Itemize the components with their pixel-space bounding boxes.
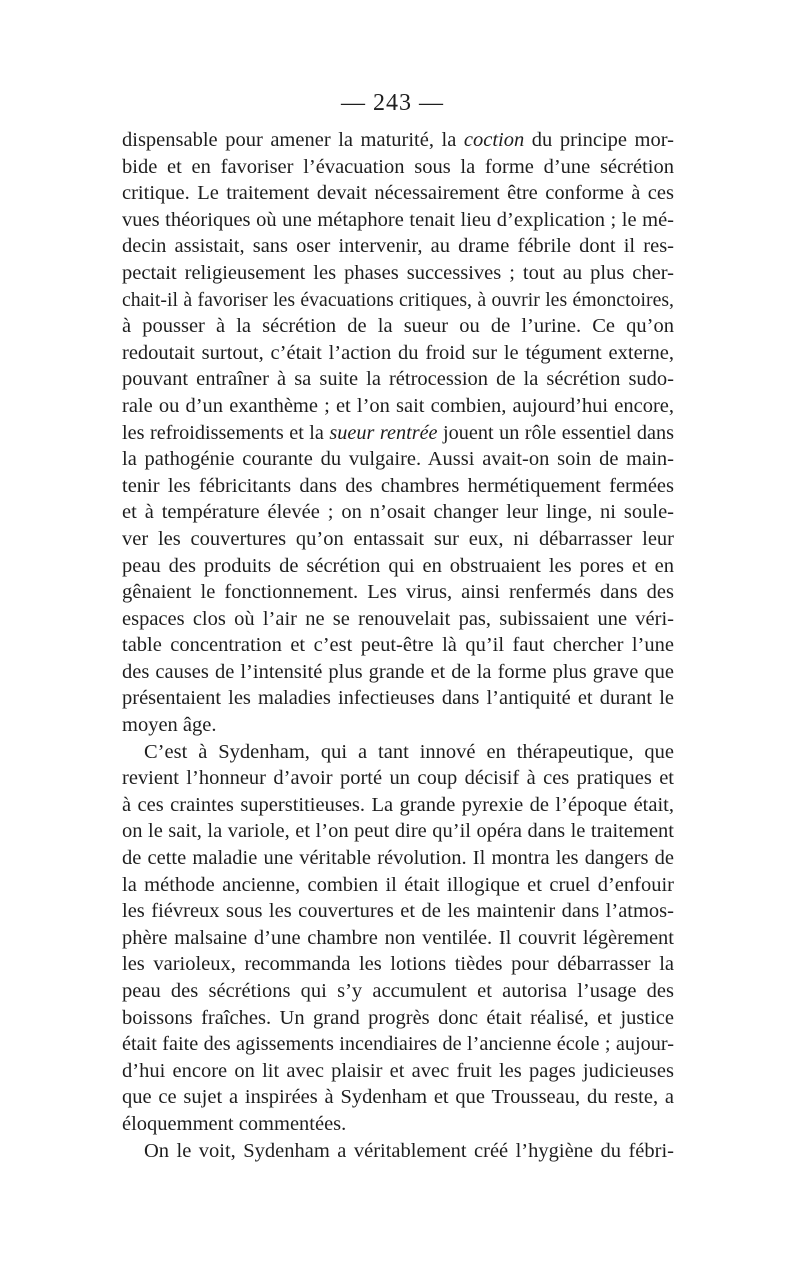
text-line [122,898,674,925]
text-segment: les fiévreux sous les couvertures et de les maintenir dans l’atmos- [122,900,674,923]
text-line [122,154,674,181]
text-line [122,499,674,526]
text-segment: les varioleux, recommanda les lotions tièdes pour débarrasser la [122,953,674,976]
text-line [122,260,674,287]
text-line [122,1031,674,1058]
text-line [122,659,674,686]
text-segment: C’est à Sydenham, qui a tant innové en thérapeutique, que [144,740,674,763]
italic-term: coction [463,129,525,151]
text-segment: de cette maladie une véritable révolution. Il montra les dangers de [122,847,674,870]
text-segment: du principe mor- [524,129,674,151]
text-line [122,420,674,447]
text-segment: jouent un rôle essentiel dans [437,421,675,444]
text-line [122,1058,674,1085]
text-segment: decin assistait, sans oser intervenir, au drame fébrile dont il res- [122,235,674,258]
text-line [122,393,674,420]
text-segment: était faite des agissements incendiaires de l’ancienne école ; aujour- [122,1033,674,1056]
text-segment: chait-il à favoriser les évacuations critiques, à ouvrir les émonctoires, [122,288,674,311]
text-line [122,1005,674,1032]
text-segment: la méthode ancienne, combien il était illogique et cruel d’enfouir [122,873,674,896]
text-line [122,792,674,819]
text-line [122,765,674,792]
text-segment: moyen âge. [122,714,217,737]
text-line [122,127,674,154]
text-line [122,632,674,659]
text-line [122,818,674,845]
text-segment: boissons fraîches. Un grand progrès donc était réalisé, et justice [122,1006,674,1029]
text-segment: rale ou d’un exanthème ; et l’on sait combien, aujourd’hui encore, [122,394,674,417]
text-line [122,473,674,500]
text-line [122,606,674,633]
text-segment: ver les couvertures qu’on entassait sur eux, ni débarrasser leur [122,527,674,550]
text-line [122,233,674,260]
text-line [122,180,674,207]
body-text [122,127,674,1164]
text-segment: pouvant entraîner à sa suite la rétrocession de la sécrétion sudo- [122,368,674,391]
text-segment: espaces clos où l’air ne se renouvelait pas, subissaient une véri- [122,607,674,630]
text-line [122,526,674,553]
text-line [122,739,674,766]
text-segment: les refroidissements et la [122,421,330,444]
text-segment: que ce sujet a inspirées à Sydenham et que Trousseau, du reste, a [122,1086,674,1109]
text-segment: tenir les fébricitants dans des chambres hermétiquement fermées [122,474,674,497]
text-line [122,925,674,952]
text-segment: revient l’honneur d’avoir porté un coup décisif à ces pratiques et [122,767,674,790]
text-line [122,579,674,606]
page-number: — 243 — [341,90,444,116]
text-segment: critique. Le traitement devait nécessairement être conforme à ces [122,182,674,205]
text-segment: des causes de l’intensité plus grande et de la forme plus grave que [122,660,674,683]
text-segment: vues théoriques où une métaphore tenait lieu d’explication ; le mé- [122,208,674,231]
text-line [122,685,674,712]
text-segment: bide et en favoriser l’évacuation sous la forme d’une sécrétion [122,155,674,178]
italic-term: sueur rentrée [329,421,438,444]
text-line [122,1111,674,1138]
text-line [122,951,674,978]
text-line [122,845,674,872]
text-segment: éloquemment commentées. [122,1112,347,1135]
text-line [122,287,674,314]
text-segment: on le sait, la variole, et l’on peut dire qu’il opéra dans le traitement [122,820,674,843]
text-line [122,553,674,580]
text-segment: table concentration et c’est peut-être là qu’il faut chercher l’une [122,634,674,657]
text-line [122,313,674,340]
text-line [122,1138,674,1165]
text-line [122,366,674,393]
text-line [122,1084,674,1111]
text-segment: gênaient le fonctionnement. Les virus, ainsi renfermés dans des [122,581,674,604]
text-segment: à pousser à la sécrétion de la sueur ou de l’urine. Ce qu’on [122,315,674,338]
text-segment: à ces craintes superstitieuses. La grande pyrexie de l’époque était, [122,793,674,816]
text-segment: phère malsaine d’une chambre non ventilée. Il couvrit légèrement [122,926,674,949]
text-line [122,340,674,367]
text-line [122,207,674,234]
text-segment: On le voit, Sydenham a véritablement créé l’hygiène du fébri- [144,1139,674,1162]
text-segment: dispensable pour amener la maturité, la [122,129,464,151]
text-segment: la pathogénie courante du vulgaire. Aussi avait-on soin de main- [122,448,674,471]
text-line [122,712,674,739]
text-segment: d’hui encore on lit avec plaisir et avec fruit les pages judicieuses [122,1059,674,1082]
text-segment: peau des produits de sécrétion qui en obstruaient les pores et en [122,554,674,577]
text-segment: peau des sécrétions qui s’y accumulent et autorisa l’usage des [122,980,674,1002]
text-line [122,872,674,899]
text-line [122,978,674,1005]
text-segment: redoutait surtout, c’était l’action du froid sur le tégument externe, [122,341,674,364]
text-segment: présentaient les maladies infectieuses dans l’antiquité et durant le [122,687,674,710]
text-line [122,446,674,473]
text-segment: pectait religieusement les phases successives ; tout au plus cher- [122,261,674,284]
text-segment: et à température élevée ; on n’osait changer leur linge, ni soule- [122,501,674,524]
